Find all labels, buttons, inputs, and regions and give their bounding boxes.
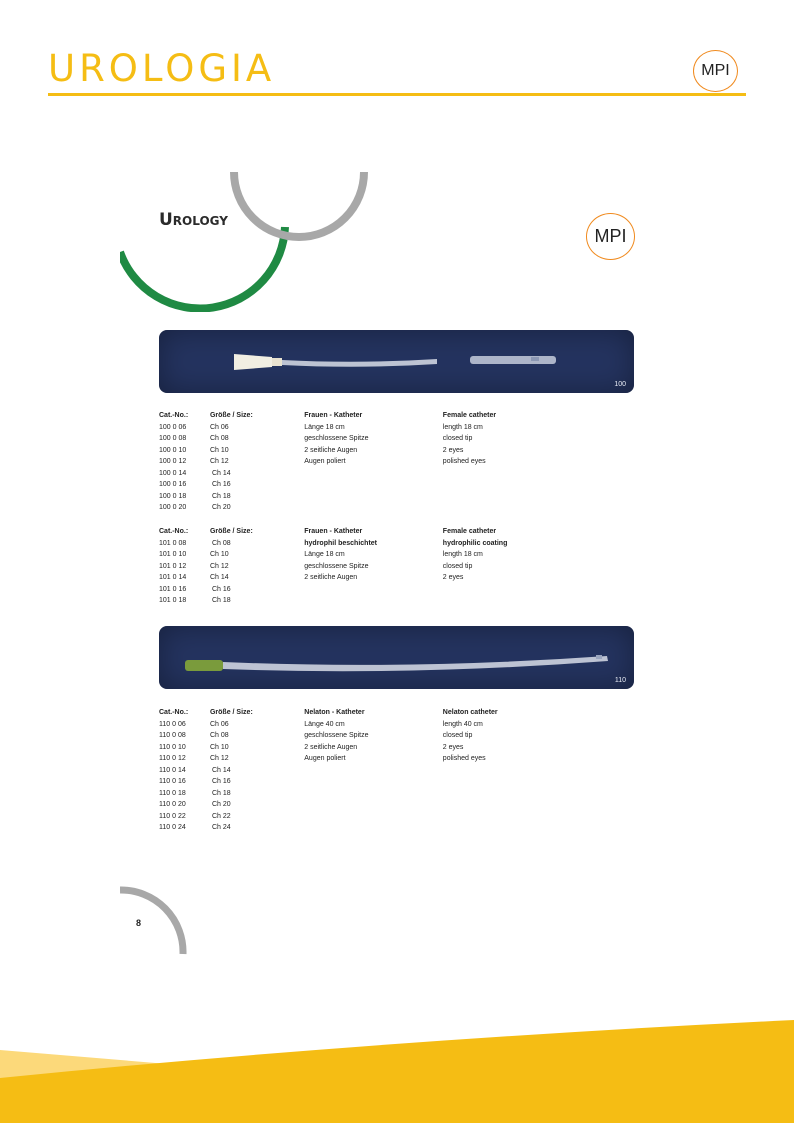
column-header: Nelaton - Katheter	[304, 709, 365, 716]
english-spec: polished eyes	[442, 458, 486, 465]
table-row	[159, 788, 539, 800]
catheter-tip-detail	[470, 356, 556, 364]
size: Ch 12	[209, 755, 229, 762]
gray-arc	[120, 890, 183, 954]
image-number: 100	[614, 381, 626, 388]
english-spec: length 18 cm	[442, 551, 483, 558]
table-row	[159, 799, 539, 811]
column-header: Cat.-No.:	[159, 412, 189, 419]
german-spec: 2 seitliche Augen	[304, 574, 358, 581]
catheter-connector	[234, 354, 272, 370]
column-header: Nelaton catheter	[442, 709, 498, 716]
german-spec: Augen poliert	[304, 458, 346, 465]
size: Ch 18	[212, 597, 231, 604]
column-header: Größe / Size:	[209, 528, 253, 535]
size: Ch 14	[212, 469, 231, 477]
column-header: Größe / Size:	[209, 709, 253, 716]
table-row	[159, 422, 539, 434]
section-title: Urology	[159, 210, 228, 230]
table-row	[159, 572, 539, 584]
cat-no: 101 0 12	[159, 562, 187, 570]
table-row	[159, 822, 539, 834]
column-header: Frauen - Katheter	[304, 412, 363, 419]
cat-no: 110 0 06	[159, 720, 186, 728]
nelaton-catheter-image	[159, 626, 634, 689]
size: Ch 22	[212, 812, 231, 820]
english-spec: polished eyes	[442, 755, 486, 762]
footer-wave	[0, 1020, 794, 1123]
german-spec: hydrophil beschichtet	[304, 539, 377, 547]
size: Ch 10	[209, 743, 229, 751]
table-row	[159, 491, 539, 503]
size: Ch 08	[212, 539, 231, 547]
cat-no: 100 0 20	[159, 504, 187, 511]
catheter-tube	[282, 359, 437, 367]
decorative-arcs	[120, 172, 380, 312]
cat-no: 110 0 12	[159, 755, 186, 762]
column-header: Female catheter	[442, 412, 497, 419]
table-header-row	[159, 526, 539, 538]
size: Ch 16	[212, 585, 231, 593]
german-spec: Länge 18 cm	[304, 551, 345, 558]
english-spec: 2 eyes	[442, 446, 464, 454]
size: Ch 14	[212, 766, 231, 774]
english-spec: hydrophilic coating	[442, 539, 508, 547]
table-row	[159, 811, 539, 823]
table-row	[159, 730, 539, 742]
cat-no: 100 0 16	[159, 481, 187, 488]
product-image-banner	[159, 626, 634, 689]
table-header-row	[159, 707, 539, 719]
table-row	[159, 479, 539, 491]
page-number: 8	[136, 918, 142, 928]
female-catheter-image	[159, 330, 634, 393]
size: Ch 18	[212, 789, 231, 797]
cat-no: 101 0 18	[159, 597, 187, 604]
product-image-banner	[159, 330, 634, 393]
table-row	[159, 468, 539, 480]
cat-no: 101 0 08	[159, 539, 187, 547]
cat-no: 110 0 16	[159, 778, 186, 785]
column-header: Female catheter	[442, 528, 497, 535]
english-spec: length 18 cm	[442, 423, 483, 431]
cat-no: 110 0 22	[159, 812, 186, 820]
size: Ch 14	[209, 574, 229, 581]
table-row	[159, 595, 539, 607]
german-spec: Länge 40 cm	[304, 720, 345, 728]
english-spec: 2 eyes	[442, 574, 464, 581]
gray-arc	[234, 172, 364, 237]
cat-no: 110 0 10	[159, 743, 186, 751]
size: Ch 08	[209, 732, 229, 739]
image-number: 110	[614, 677, 626, 684]
cat-no: 110 0 20	[159, 801, 186, 808]
cat-no: 110 0 08	[159, 732, 186, 739]
size: Ch 06	[209, 423, 229, 431]
table-row	[159, 549, 539, 561]
cat-no: 100 0 06	[159, 423, 187, 431]
size: Ch 16	[212, 778, 231, 785]
english-spec: closed tip	[442, 562, 473, 570]
column-header: Frauen - Katheter	[304, 528, 363, 535]
table-header-row	[159, 410, 539, 422]
table-row	[159, 433, 539, 445]
cat-no: 100 0 12	[159, 458, 187, 465]
size: Ch 06	[209, 720, 229, 728]
product-spec-table	[159, 707, 539, 834]
english-spec: closed tip	[442, 732, 473, 739]
english-spec: 2 eyes	[442, 743, 464, 751]
product-spec-table	[159, 526, 539, 607]
cat-no: 110 0 14	[159, 766, 186, 774]
size: Ch 10	[209, 551, 229, 558]
yellow-band	[0, 1020, 794, 1123]
table-row	[159, 765, 539, 777]
catheter-connector	[185, 660, 223, 671]
size: Ch 10	[209, 446, 229, 454]
cat-no: 100 0 18	[159, 492, 187, 500]
table-row	[159, 776, 539, 788]
cat-no: 100 0 10	[159, 446, 187, 454]
header-divider	[48, 93, 746, 96]
size: Ch 12	[209, 458, 229, 465]
german-spec: 2 seitliche Augen	[304, 743, 358, 751]
column-header: Größe / Size:	[209, 412, 253, 419]
english-spec: closed tip	[442, 435, 473, 442]
catheter-tube	[223, 656, 608, 671]
cat-no: 110 0 18	[159, 789, 186, 797]
mpi-logo: MPI	[693, 50, 738, 92]
column-header: Cat.-No.:	[159, 709, 189, 716]
size: Ch 24	[212, 824, 231, 831]
table-row	[159, 584, 539, 596]
table-row	[159, 753, 539, 765]
table-row	[159, 561, 539, 573]
page-number-arc	[120, 886, 200, 956]
table-row	[159, 719, 539, 731]
size: Ch 16	[212, 481, 231, 488]
english-spec: length 40 cm	[442, 720, 483, 728]
mpi-logo: MPI	[586, 213, 635, 260]
green-arc	[120, 227, 285, 308]
cat-no: 100 0 08	[159, 435, 187, 442]
column-header: Cat.-No.:	[159, 528, 189, 535]
table-row	[159, 742, 539, 754]
table-row	[159, 502, 539, 514]
size: Ch 18	[212, 492, 231, 500]
size: Ch 20	[212, 504, 231, 511]
page-title: UROLOGIA	[48, 47, 276, 90]
german-spec: geschlossene Spitze	[304, 732, 369, 739]
cat-no: 100 0 14	[159, 469, 187, 477]
german-spec: 2 seitliche Augen	[304, 446, 358, 454]
table-row	[159, 456, 539, 468]
size: Ch 08	[209, 435, 229, 442]
cat-no: 101 0 16	[159, 585, 187, 593]
size: Ch 20	[212, 801, 231, 808]
table-row	[159, 445, 539, 457]
size: Ch 12	[209, 562, 229, 570]
cat-no: 101 0 10	[159, 551, 187, 558]
german-spec: geschlossene Spitze	[304, 562, 369, 570]
german-spec: geschlossene Spitze	[304, 435, 369, 442]
cat-no: 101 0 14	[159, 574, 187, 581]
cat-no: 110 0 24	[159, 824, 186, 831]
german-spec: Augen poliert	[304, 755, 346, 762]
product-spec-table	[159, 410, 539, 514]
german-spec: Länge 18 cm	[304, 423, 345, 431]
